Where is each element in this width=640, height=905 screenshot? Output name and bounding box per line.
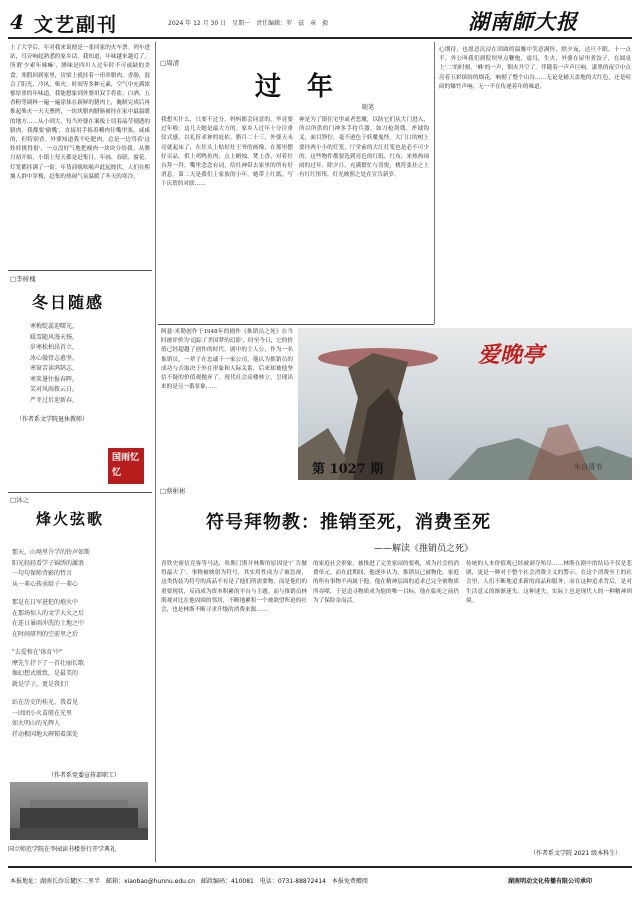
- feature-col2: 神是为了镇住宅里或者恶魔，以防它们从大门进入，所以所供的门神多手持兵器，如刀枪剑戟、斧钺钩叉，面目狰狞，毫不逊色于妖魔鬼怪。大门口的树上要挂两小小的灯笼，厅堂前的大红灯笼也是必不可少的，这些物件都要选到亮色的红纸、红布，来热热闹闹的过年。除夕日，充满繁忙与喜悦，桃符张挂之上有红红彤彤，灯光映照之处在宣告新岁。: [299, 117, 429, 179]
- divider-left-2: [8, 492, 152, 493]
- article-col3: 传统的人本价值观已经被剥夺殆尽……林斯在剧中的结局不仅是悲剧，更是一种对于整个社会消费主义的警示。在这个消费至上的社会里，人们不断地追求新的商品和服务，而在这种追求背后，是对生活意义的渐渐迷失。这种迷失，实际上也是现代人的一种精神困境。: [466, 561, 632, 604]
- feature-title: 过 年: [255, 72, 334, 102]
- poem2-line: 在时间研判的空前里之后: [12, 630, 79, 638]
- feature-col3: 心期待，也愿意沉浸在团圆的温馨中笑意满怀，除夕夜，达旦不眠。十一点半，外公叫我们到院坝里点鞭炮，震耳，生火，外婆在屋里煮饺子，在圆桌上'二'的时刻，'咻'的一声，烟火升空了。伴随着一声声巨响，漆黑的夜空中点亮着五彩缤纷的烟花，响彻了整个山谷……无论是辅天盖地的大红色，还是喧闹的爆竹声响，无一不在传递着年的味道。: [439, 47, 631, 90]
- poem1-line: 寒梅绽蕊迎曙光，: [30, 323, 79, 330]
- poem2-body: [12, 548, 152, 740]
- painting-title: 爱晚亭: [478, 342, 545, 368]
- dateline: 2024 年 12 月 30 日 星期一 责任编辑：罗 兹 章 毅: [168, 20, 329, 27]
- poem2-line: 那天，山坳里升学的铃声如斯: [12, 549, 91, 556]
- review-intro-text: 阿瑟·米勒创作于1948年的剧作《推销员之死》在当时被评价为'追踪了美国梦的幻影'，时至今日，它的价值已经超越了创作的时代。剧中的主人公，作为一名推销员，一辈子在忠诚于一家公司，他认为推销员的成功与否取决于外在形象和人际关系，后来却被他坚信不疑的价值观抛弃了。现代社会高楼林立，呈现出来的是另一番景象……: [161, 329, 293, 391]
- divider-left-1: [8, 270, 152, 271]
- footer-address: 本报地址：湖南长沙岳麓区二里半 邮箱：xiaobao@hunnu.edu.cn 邮政编码：410081 电话：0731-88872414 本报免费赠阅: [10, 878, 368, 885]
- poem2-line: 从一辈心传承给子一辈心: [12, 580, 79, 588]
- article-title: 符号拜物教：推销至死，消费至死: [206, 512, 491, 533]
- header-rule: [8, 37, 632, 39]
- col-divider-feature: [434, 42, 435, 324]
- poem1-line: 寒窗苦读鸿鹄志，: [30, 365, 79, 372]
- poem2-line: 一团团小火苗般在光里: [12, 709, 73, 717]
- section-name: 文艺副刊: [34, 14, 119, 36]
- poem2-line: 在连日暴雨冲洗的土地之中: [12, 620, 85, 627]
- left-top-text: 上了大学后，年对我来说便是一张回家的火车票。列车进站，耳旁响起熟悉的家乡话，我知道，年味越来越近了。所谓'少索年味嘛'，腊味是四川人过年时不可或缺的美食。寒假回到家里，房梁上就挂着一串串腊肉、香肠，混合了阳光、冷风、柴火，时间等多种元素，空气中充满浓郁厚重的年味道。我能想象到外婆用双手将盐、白酒、五香粉等调料一遍一遍涂抹在新鲜的猪肉上，腌制完成后再推起柴火一天天熏烤，一块块腊肉腊肠被挂在家中最温暖的地方……从小到大，每当外婆在案板上切着晶莹剔透的腊肉，我都要'偷嘴'，直接用手拣着嚼肉往嘴里塞，咸咸的，但特别香。外婆知道我不吃肥肉，总是一边骂着'这娃娃挑得很'，一点没好气地把瘦肉一块块分给我。从腊月初开始，小镇上每天都是赶集日。年画、春联、窗花、灯笼都挂满了一街。年货商贩吆喝声此起彼伏，人们在熙攘人群中穿梭，赶集的热闹气氛温暖了冬天的寒冷。: [10, 45, 150, 180]
- poem2-line: 像幻想式般致，是最美的: [12, 670, 79, 677]
- poem2-line: 摩先生抒下了一首壮丽长歌: [12, 659, 85, 667]
- poem1-title: 冬日随感: [32, 293, 105, 312]
- poem2-line: 在那场惊人的文学大火之后: [12, 609, 85, 617]
- feature-author-tag: □周清: [160, 59, 180, 67]
- poem1-line: 笑对风雨拨云日，: [30, 386, 79, 393]
- poem2-line: 站在历史的桂光，我看见: [12, 699, 79, 706]
- poem1-line: 寒来暑往报春晖。: [30, 375, 79, 383]
- article-col2: 的家庭社会形象，被推进了完美家园的要观，成为社会的消费单元。而在此期间，他逐步认为，推销员已被物化，家庭的所有事物不再属于他，他在精神层面的追求已完全被物质所吞噬，于是追寻物质成为他的唯一目标，他在临死之前仍为了保险金而活。: [313, 561, 459, 604]
- poem2-line: 如火明山的光辉人: [12, 720, 61, 727]
- poem1-byline: （作者系文学院退休教师）: [16, 416, 89, 423]
- photo-caption: 国立师范学院在李园读书楼举行开学典礼: [8, 846, 117, 853]
- poem2-line: 阳光轻轻看学子锦绣的激浪: [12, 559, 85, 567]
- feature-col1: 我想买什么，只要不过分，妈妈都会同意的，毕竟要过年啦。这几天她是最大方的。家乡人过年十分注重仪式感，以礼折求神的庇佑。腊月二十三，外婆天未亮就起床了，在灶头上贴好灶王爷的画像，在那里摆好贡品，供上鸡鸭鱼肉，点上蜡烛，焚上香，对着灶台拜一拜，嘴里念念有词，给灶神带去家里的所有好消息。第二天是我们土家族的小年，她带上红纸，写下庆贺的对联……: [161, 117, 293, 188]
- feature-subtitle: 随笔: [362, 104, 375, 111]
- poem1-line: 岁寒松柏昂首立，: [30, 344, 79, 351]
- historic-photo: [10, 782, 148, 840]
- page-number: 4: [10, 10, 24, 34]
- article-subtitle: ——解读《推销员之死》: [374, 544, 474, 554]
- stamp-text: 国雨忆忆: [112, 453, 140, 478]
- review-author-tag: □蔡彬彬: [160, 487, 186, 495]
- poem2-line: 扦动根国地大碑锁着深处: [12, 730, 79, 738]
- painting-signature: 朱自清书: [574, 463, 602, 471]
- col-divider-left: [155, 42, 156, 862]
- page-header: [0, 0, 640, 40]
- divider-mid: [158, 324, 434, 325]
- article-col1: 青铁史密信竞客等马达，哈斯门斯开林斯的原因是'广告做得最大了'。事物被映射为符号，其实用性成为了被忽视，这类伪装为符号的高品不有是了他们所需要物，而是他们的重要现状，反而成为资本积累的平台与主题。而与推销员林斯观对比在他周围的邻居，不断地累积一个被欲望所迫的社会，也是林斯不断寻求升级的消费来源……: [161, 561, 307, 614]
- masthead: 湖南師大报: [468, 9, 578, 34]
- poem1-line: 冰心傲骨志愈坚。: [30, 354, 79, 362]
- poem1-author-tag: □李树槐: [10, 275, 36, 283]
- poem2-line: "去爱和在'体育'中": [12, 649, 63, 656]
- issue-label: 第 1027 期: [312, 462, 384, 477]
- footer-rule: [8, 866, 632, 868]
- poem2-line: 一句句保师背影的哲言: [12, 570, 73, 577]
- poem2-author-tag: □沐之: [10, 496, 30, 504]
- article-byline: （作者系文学院 2021 级本科生）: [530, 850, 622, 857]
- poem1-line: 严冬过后迎新春。: [30, 396, 79, 404]
- poem2-line: 那是在日军进犯的炮火中: [12, 599, 79, 606]
- painting: [298, 328, 632, 480]
- poem2-title: 烽火弦歌: [36, 510, 105, 528]
- poem2-byline: （作者系党委宣传部职工）: [48, 772, 121, 779]
- footer-printer: 湖南明动文化传播有限公司承印: [508, 878, 593, 885]
- poem1-lines: [30, 322, 140, 406]
- poem1-line: 暖雪随风漫天扬。: [30, 333, 79, 341]
- stamp-seal: [108, 448, 144, 484]
- poem2-line: 就是学子，更是我们！: [12, 680, 73, 688]
